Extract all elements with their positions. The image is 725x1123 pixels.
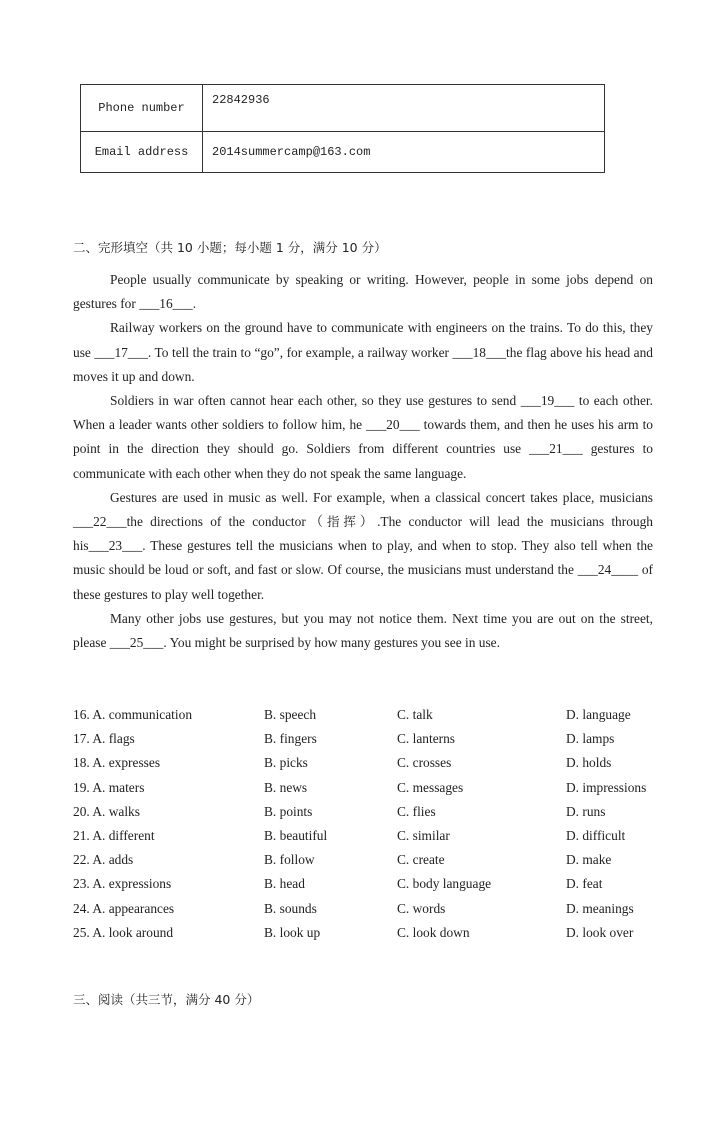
option-c: C. similar	[397, 827, 450, 843]
question-row	[73, 776, 673, 800]
option-b: B. speech	[264, 707, 317, 722]
conductor-chinese-note: 指挥	[326, 514, 360, 530]
question-row	[73, 800, 673, 824]
passage-paragraph-5: Many other jobs use gestures, but you may not notice them. Next time you are out on the street, please ___25___. You might be surprised by how many gestures you see in use.	[73, 610, 653, 651]
option-c: C. messages	[397, 779, 464, 795]
option-b: B. sounds	[264, 900, 317, 916]
phone-label: Phone number	[81, 85, 203, 132]
passage-paragraph-1: People usually communicate by speaking or writing. However, people in some jobs depend on gestures for ___16___.	[73, 272, 653, 312]
option-a: 22. A. adds	[73, 852, 134, 868]
option-c: C. look down	[397, 924, 470, 940]
section-2-title: 二、完形填空（共 10 小题；每小题 1 分，满分 10 分）	[73, 240, 387, 255]
question-row	[73, 921, 673, 945]
question-row	[73, 703, 673, 727]
email-value: 2014summercamp@163.com	[203, 132, 605, 173]
passage-paragraph-2: Railway workers on the ground have to communicate with engineers on the trains. To do this, they use ___17___. To tell the train to “go”, for example, a railway worker ___18___the flag above his head and moves it up and down.	[73, 320, 653, 384]
option-d: D. runs	[566, 803, 606, 819]
option-b: B. beautiful	[264, 827, 328, 843]
question-row	[73, 848, 673, 872]
option-d: D. difficult	[566, 827, 626, 843]
option-a: 24. A. appearances	[73, 900, 175, 916]
section-3-title: 三、阅读（共三节，满分 40 分）	[73, 992, 260, 1007]
option-c: C. crosses	[397, 755, 452, 771]
option-d: D. impressions	[566, 779, 647, 795]
option-c: C. words	[397, 900, 446, 916]
option-a: 23. A. expressions	[73, 876, 172, 892]
option-a: 21. A. different	[73, 827, 155, 843]
option-b: B. picks	[264, 755, 308, 771]
option-b: B. head	[264, 876, 305, 892]
phone-value: 22842936	[203, 85, 605, 132]
option-a: 17. A. flags	[73, 731, 135, 747]
passage-paragraph-3: Soldiers in war often cannot hear each other, so they use gestures to send ___19___ to each other. When a leader wants other soldiers to follow him, he ___20___ towards them, and then he uses his arm to point in the direction they should go. Soldiers from different countries use ___21___ gestures to communicate with each other when they do not speak the same language.	[73, 393, 653, 481]
option-b: B. follow	[264, 852, 315, 868]
question-row	[73, 824, 673, 848]
email-label: Email address	[81, 132, 203, 173]
answer-options	[73, 703, 673, 945]
option-a: 16. A. communication	[73, 707, 193, 722]
question-row	[73, 872, 673, 896]
option-b: B. points	[264, 803, 313, 819]
option-d: D. meanings	[566, 900, 634, 916]
question-row	[73, 727, 673, 751]
question-row	[73, 897, 673, 921]
option-a: 20. A. walks	[73, 803, 140, 819]
option-c: C. flies	[397, 803, 436, 819]
passage-paragraph-4	[73, 486, 653, 607]
option-c: C. lanterns	[397, 731, 456, 747]
option-c: C. body language	[397, 876, 492, 892]
option-d: D. lamps	[566, 731, 615, 747]
option-a: 18. A. expresses	[73, 755, 161, 771]
option-d: D. feat	[566, 876, 603, 892]
option-b: B. fingers	[264, 731, 317, 747]
option-c: C. talk	[397, 707, 433, 722]
cloze-passage	[73, 268, 653, 655]
option-b: B. news	[264, 779, 308, 795]
option-d: D. look over	[566, 924, 634, 940]
contact-table	[80, 84, 605, 173]
paragraph-4-part-2: ）.The conductor will lead the musicians through his___23___. These gestures tell the musicians when to play, and when to stop. They also tell when the music should be loud or soft, and fast or slow. Of course, the musicians must understand the ___24____ of these gestures to play well together.	[73, 514, 653, 602]
option-a: 25. A. look around	[73, 924, 174, 940]
option-d: D. holds	[566, 755, 612, 771]
table-row	[81, 85, 605, 132]
option-a: 19. A. maters	[73, 779, 145, 795]
option-c: C. create	[397, 852, 445, 868]
question-row	[73, 751, 673, 775]
option-d: D. language	[566, 707, 631, 722]
option-b: B. look up	[264, 924, 321, 940]
option-d: D. make	[566, 852, 612, 868]
paragraph-4-part-1: Gestures are used in music as well. For example, when a classical concert takes place, musicians ___22___the directions of the conductor（	[73, 489, 653, 530]
table-row	[81, 132, 605, 173]
